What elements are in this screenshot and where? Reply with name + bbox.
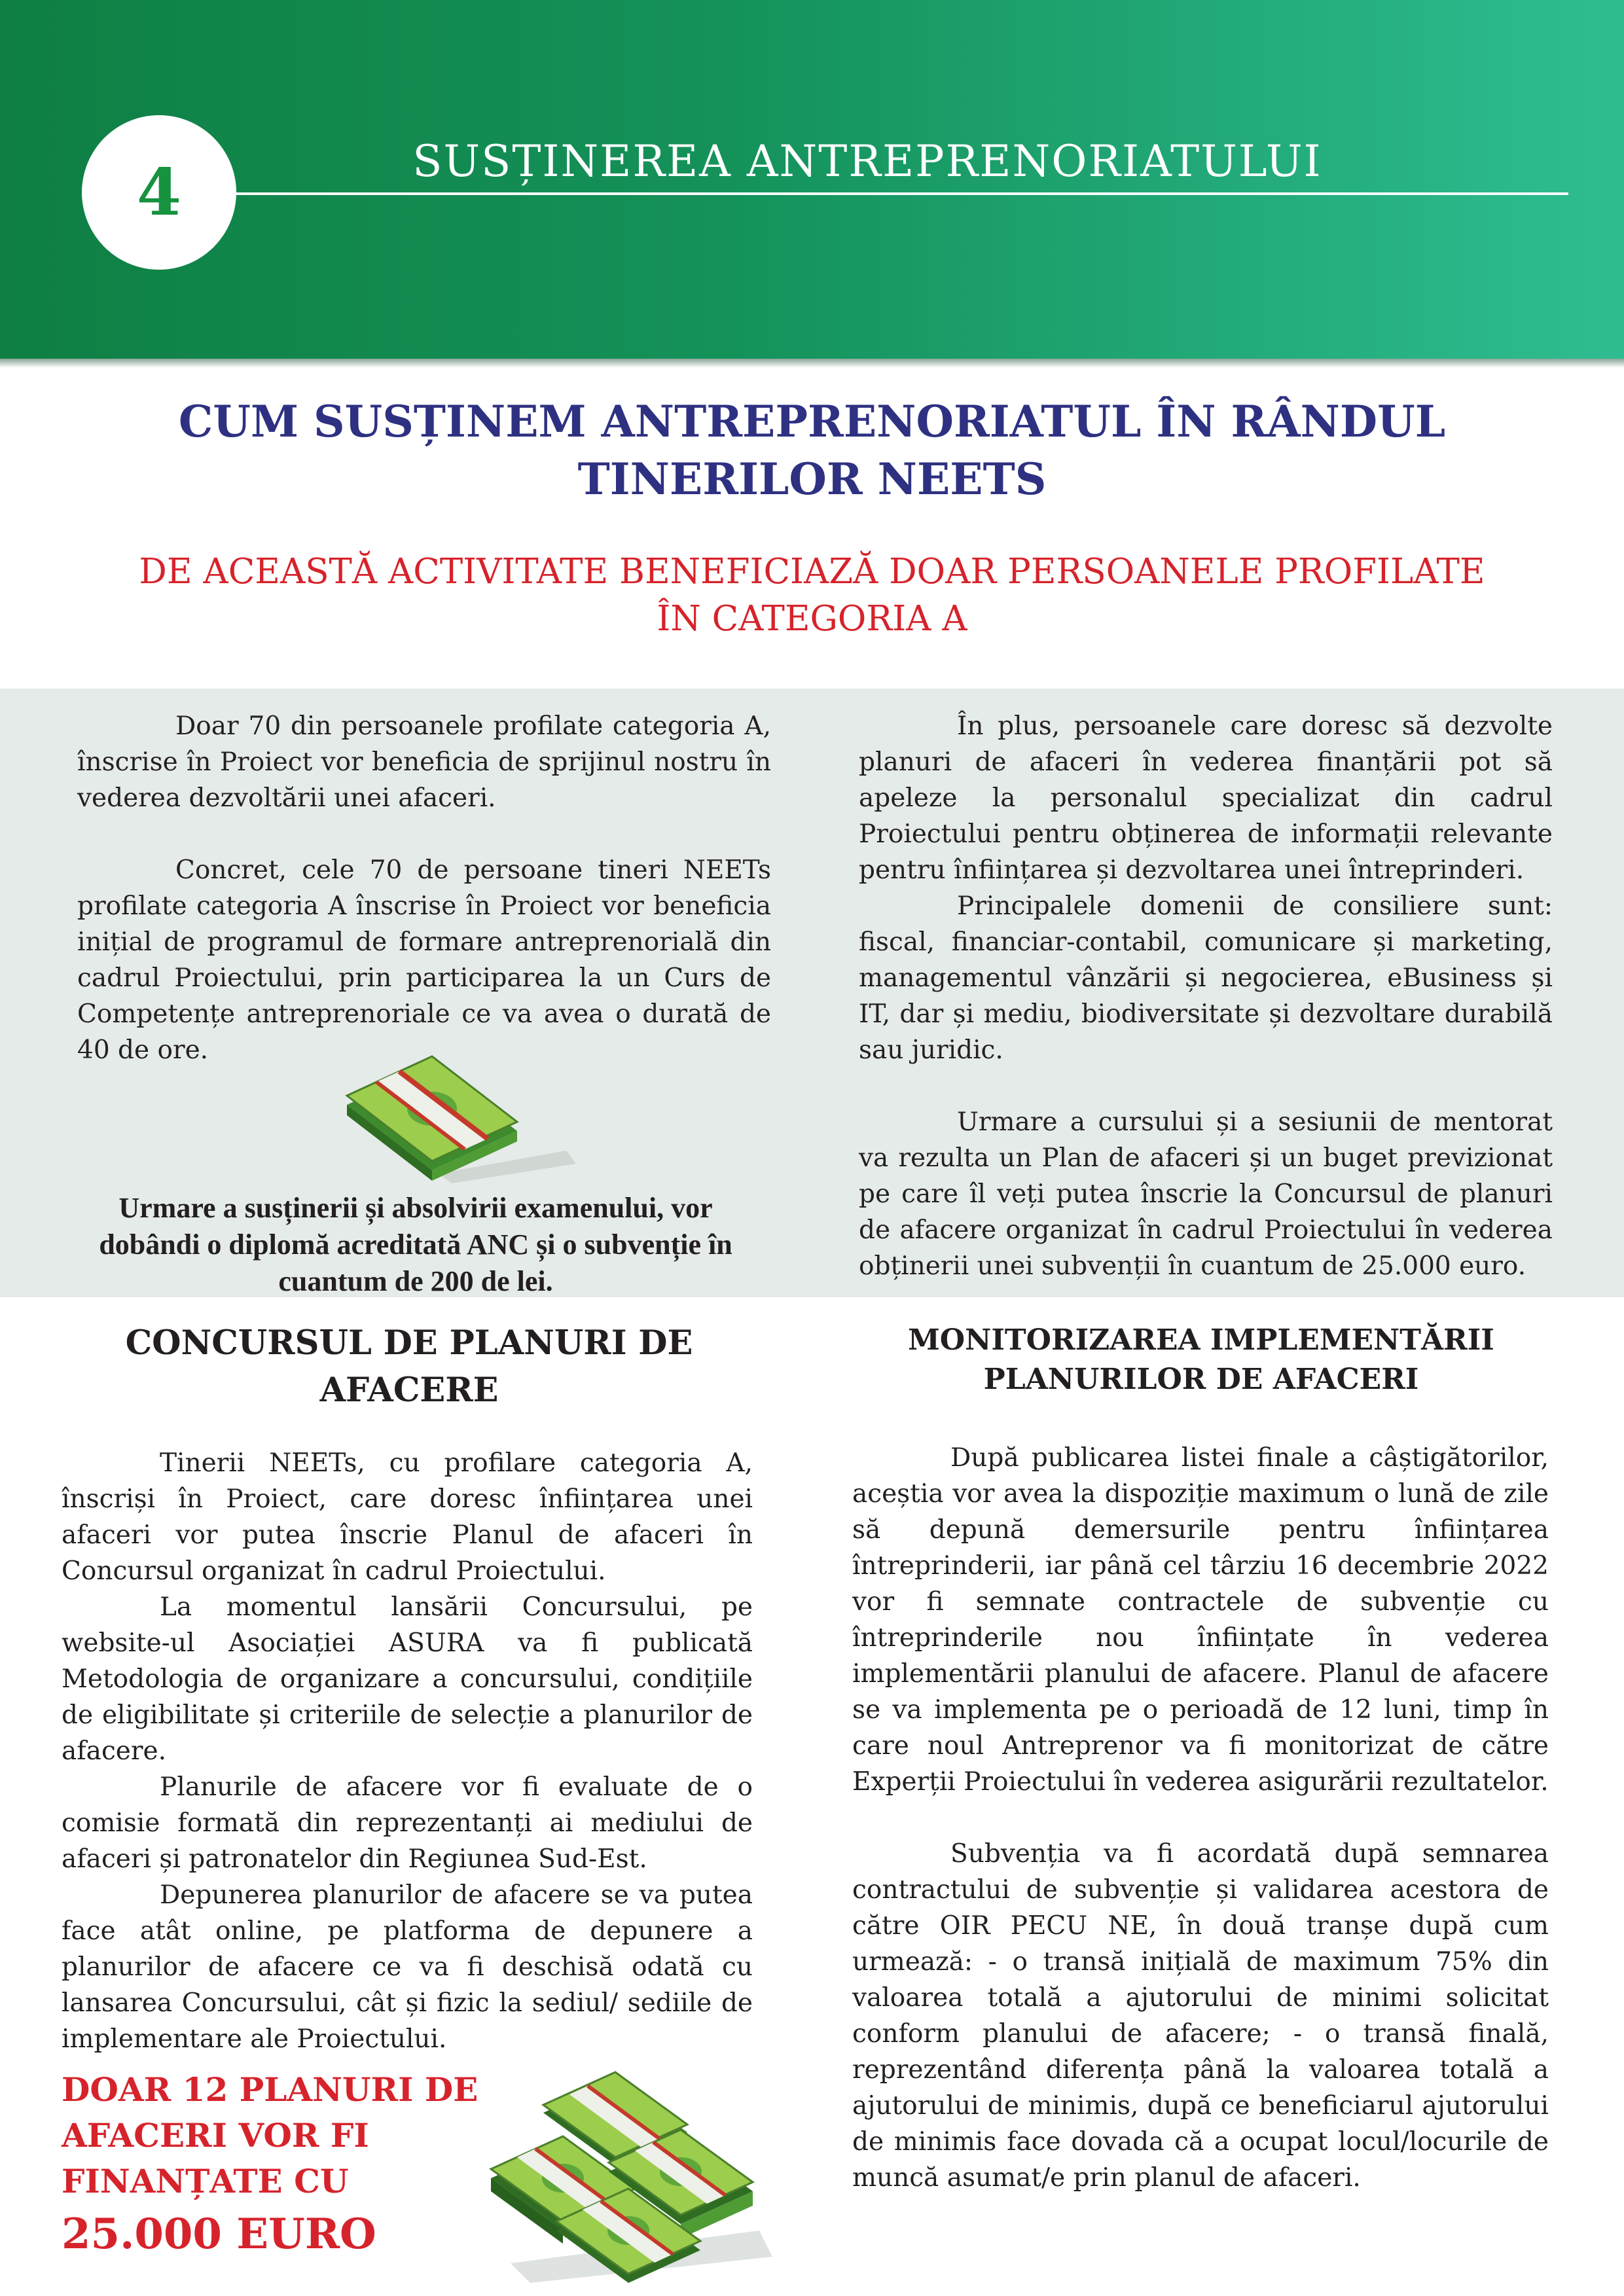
page-title: CUM SUSȚINEM ANTREPRENORIATUL ÎN RÂNDUL TINERILOR NEETS xyxy=(178,396,1446,505)
concurs-paragraph-2: La momentul lansării Concursului, pe website-ul Asociației ASURA va fi publicată Metodologia de organizare a concursului, condițiile de eligibilitate și criteriile de selecție a planurilor de afacere. xyxy=(62,1592,753,1766)
section-title: SUSȚINEREA ANTREPRENORIATULUI xyxy=(412,136,1322,187)
funding-callout-line-2: AFACERI VOR FI xyxy=(62,2116,369,2155)
concurs-heading-line-1: CONCURSUL DE PLANURI DE xyxy=(125,1323,693,1363)
concurs-paragraph-1: Tinerii NEETs, cu profilare categoria A, înscriși în Proiect, care doresc înființarea unei afaceri vor putea înscrie Planul de afaceri în Concursul organizat în cadrul Proiectului. xyxy=(62,1448,753,1586)
money-stack-icon xyxy=(340,1052,576,1183)
section-number-badge xyxy=(82,115,236,270)
monitorizare-heading-line-2: PLANURILOR DE AFACERI xyxy=(983,1363,1419,1396)
right-column xyxy=(859,708,1553,1284)
money-pile-icon xyxy=(484,2067,772,2283)
concurs-paragraph-3: Planurile de afacere vor fi evaluate de o comisie formată din reprezentanți ai mediului de afaceri și patronatelor din Regiunea Sud-Est. xyxy=(62,1772,753,1874)
monitorizare-body xyxy=(852,1440,1549,2196)
left-column xyxy=(77,708,771,1068)
funding-amount: 25.000 EURO xyxy=(62,2210,376,2259)
right-paragraph-1: În plus, persoanele care doresc să dezvolte planuri de afaceri în vederea finanțării pot să apeleze la personalul specializat din cadrul Proiectului pentru obținerea de informații relevante pentru înființarea și dezvoltarea unei întreprinderi. xyxy=(859,711,1553,885)
right-paragraph-3: Urmare a cursului și a sesiunii de mentorat va rezulta un Plan de afaceri și un buget previzionat pe care îl veți putea înscrie la Concursul de planuri de afacere organizat în cadrul Proiectului în vederea obținerii unei subvenții în cuantum de 25.000 euro. xyxy=(859,1107,1553,1281)
page-subtitle: DE ACEASTĂ ACTIVITATE BENEFICIAZĂ DOAR PERSOANELE PROFILATE ÎN CATEGORIA A xyxy=(139,552,1485,639)
concurs-paragraph-4: Depunerea planurilor de afacere se va putea face atât online, pe platforma de depunere a planurilor de afacere ce va fi deschisă odată cu lansarea Concursului, cât și fizic la sediul/ sediile de implementare ale Proiectului. xyxy=(62,1880,753,2054)
header-shadow xyxy=(0,359,1624,368)
left-paragraph-2: Concret, cele 70 de persoane tineri NEETs profilate categoria A înscrise în Proiect vor beneficia inițial de programul de formare antreprenorială din cadrul Proiectului, prin participarea la un Curs de Competențe antreprenoriale ce va avea o durată de 40 de ore. xyxy=(77,855,771,1065)
monitorizare-heading xyxy=(851,1321,1551,1399)
funding-callout-line-3: FINANȚATE CU xyxy=(62,2162,349,2200)
section-number: 4 xyxy=(136,154,182,230)
concurs-body xyxy=(62,1445,753,2057)
diploma-note: Urmare a susținerii și absolvirii examenului, vor dobândi o diplomă acreditată ANC și o subvenție în cuantum de 200 de lei. xyxy=(99,1192,732,1297)
header-rule xyxy=(236,192,1568,195)
concurs-heading-line-2: AFACERE xyxy=(319,1371,499,1410)
monitorizare-paragraph-2: Subvenția va fi acordată după semnarea contractului de subvenție și validarea acestora de către OIR PECU NE, în două tranșe după cum urmează: - o transă inițială de maximum 75% din valoarea totală a ajutorului de minimi solicitat conform planului de afacere; - o transă finală, reprezentând diferența până la valoarea totală a ajutorului de minimis, după ce beneficiarul ajutorului de minimis face dovada că a ocupat locul/locurile de muncă asumat/e prin planul de afaceri. xyxy=(852,1839,1549,2193)
right-paragraph-2: Principalele domenii de consiliere sunt: fiscal, financiar-contabil, comunicare și marketing, managementul vânzării și negocierea, eBusiness și IT, dar și mediu, biodiversitate și dezvoltare durabilă sau juridic. xyxy=(859,891,1553,1065)
concurs-heading xyxy=(98,1319,720,1414)
funding-callout xyxy=(62,2067,507,2265)
monitorizare-paragraph-1: După publicarea listei finale a câștigătorilor, aceștia vor avea la dispoziție maximum o lună de zile să depună demersurile pentru înființarea întreprinderii, iar până cel târziu 16 decembrie 2022 vor fi semnate contractele de subvenție cu întreprinderile nou înființate în vederea implementării planului de afacere. Planul de afacere se va implementa pe o perioadă de 12 luni, timp în care noul Antreprenor va fi monitorizat de către Experții Proiectului în vederea asigurării rezultatelor. xyxy=(852,1443,1549,1797)
monitorizare-heading-line-1: MONITORIZAREA IMPLEMENTĂRII xyxy=(908,1323,1494,1357)
funding-callout-line-1: DOAR 12 PLANURI DE xyxy=(62,2070,478,2109)
left-paragraph-1: Doar 70 din persoanele profilate categoria A, înscrise în Proiect vor beneficia de sprijinul nostru în vederea dezvoltării unei afaceri. xyxy=(77,711,771,813)
